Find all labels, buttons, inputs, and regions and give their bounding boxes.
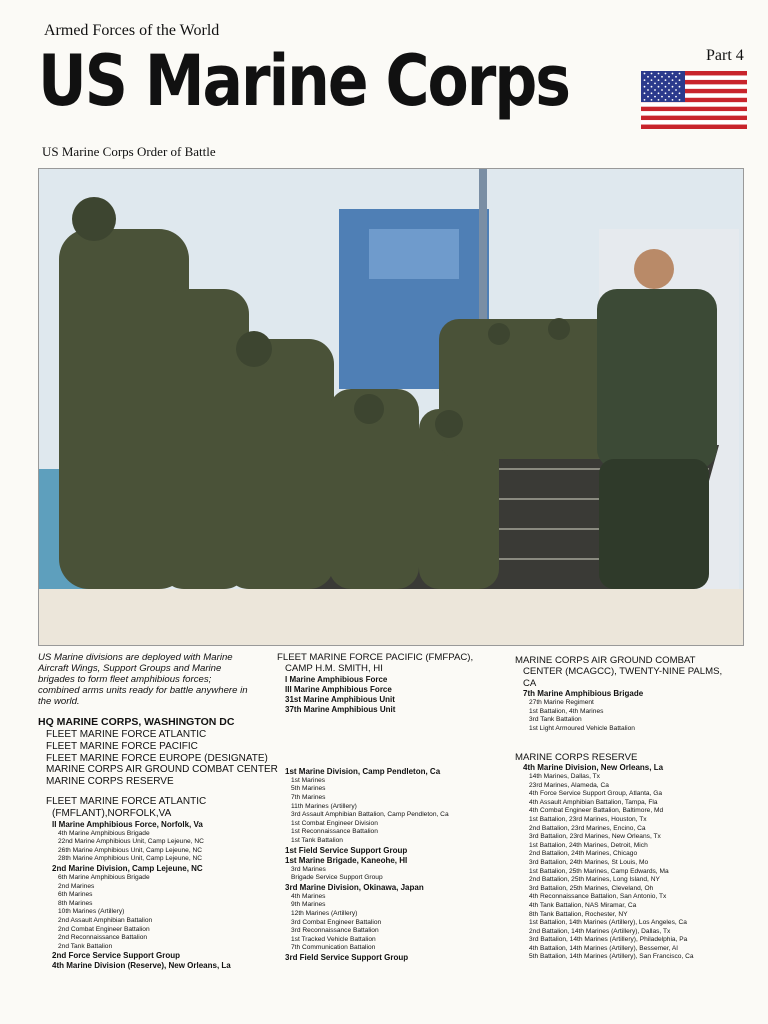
unit-heading: 3rd Marine Division, Okinawa, Japan (285, 882, 424, 892)
caption-line: the world. (38, 696, 80, 707)
unit-item: 2nd Reconnaissance Battalion (58, 934, 148, 942)
unit-item: 2nd Combat Engineer Battalion (58, 925, 150, 933)
unit-item: 1st Battalion, 25th Marines, Camp Edwards, Ma (529, 867, 669, 875)
unit-item: 8th Tank Battalion, Rochester, NY (529, 910, 628, 918)
unit-heading: 1st Marine Brigade, Kaneohe, HI (285, 855, 408, 865)
unit-heading: 2nd Marine Division, Camp Lejeune, NC (52, 863, 203, 873)
force-item: FLEET MARINE FORCE PACIFIC (46, 740, 198, 752)
unit-heading: 37th Marine Amphibious Unit (285, 704, 396, 714)
unit-item: 7th Communication Battalion (291, 944, 376, 952)
marines-landing-photo (38, 168, 744, 646)
unit-heading: 4th Marine Division (Reserve), New Orleans, La (52, 961, 231, 971)
order-of-battle-subtitle: US Marine Corps Order of Battle (42, 144, 216, 159)
unit-heading: I Marine Amphibious Force (285, 674, 388, 684)
unit-item: 1st Battalion, 24th Marines, Detroit, Mich (529, 841, 648, 849)
unit-item: 4th Tank Battalion, NAS Miramar, Ca (529, 901, 637, 909)
unit-item: 28th Marine Amphibious Unit, Camp Lejeune, NC (58, 855, 203, 863)
column-agcc-reserve (515, 655, 755, 962)
unit-item: 1st Battalion, 23rd Marines, Houston, Tx (529, 815, 647, 823)
unit-item: 1st Reconnaissance Battalion (291, 828, 378, 836)
unit-item: 12th Marines (Artillery) (291, 909, 358, 917)
unit-heading: 1st Field Service Support Group (285, 845, 408, 855)
unit-item: 1st Light Armoured Vehicle Battalion (529, 725, 635, 732)
unit-item: 6th Marines (58, 891, 93, 899)
unit-heading: II Marine Amphibious Force, Norfolk, Va (52, 819, 203, 829)
unit-item: 11th Marines (Artillery) (291, 802, 357, 810)
unit-item: 3rd Tank Battalion (529, 716, 582, 724)
unit-item: 4th Marine Amphibious Brigade (58, 829, 150, 837)
unit-item: 26th Marine Amphibious Unit, Camp Lejeune, NC (58, 846, 203, 854)
mcagcc-heading: CENTER (MCAGCC), TWENTY-NINE PALMS, (523, 666, 723, 678)
page-title: US Marine Corps (38, 40, 569, 123)
unit-item: 14th Marines, Dallas, Tx (529, 773, 600, 780)
unit-item: 1st Marines (291, 776, 326, 784)
unit-heading: 31st Marine Amphibious Unit (285, 694, 395, 704)
force-item: MARINE CORPS AIR GROUND COMBAT CENTER (46, 764, 278, 776)
part-label: Part 4 (706, 47, 744, 64)
unit-heading: 1st Marine Division, Camp Pendleton, Ca (285, 766, 441, 776)
photo-caption (38, 652, 258, 707)
unit-heading: III Marine Amphibious Force (285, 684, 392, 694)
mcagcc-heading: MARINE CORPS AIR GROUND COMBAT (515, 655, 696, 666)
mcagcc-heading: CA (523, 677, 537, 689)
unit-item: 9th Marines (291, 901, 326, 909)
unit-heading: 2nd Force Service Support Group (52, 951, 181, 961)
unit-item: 2nd Battalion, 14th Marines (Artillery), Dallas, Tx (529, 927, 671, 935)
fmflant-heading: (FMFLANT),NORFOLK,VA (52, 807, 172, 819)
unit-item: 3rd Battalion, 14th Marines (Artillery), Philadelphia, Pa (529, 936, 688, 944)
unit-heading: 7th Marine Amphibious Brigade (523, 689, 644, 699)
force-item: FLEET MARINE FORCE ATLANTIC (46, 729, 207, 740)
unit-item: 1st Battalion, 4th Marines (529, 707, 604, 715)
unit-item: 3rd Reconnaissance Battalion (291, 927, 379, 935)
unit-item: 23rd Marines, Alameda, Ca (529, 781, 609, 789)
unit-item: 1st Tracked Vehicle Battalion (291, 935, 376, 943)
caption-line: combined arms units ready for battle anywhere in (38, 685, 248, 696)
unit-item: 3rd Marines (291, 865, 326, 873)
unit-item: 2nd Assault Amphibian Battalion (58, 916, 153, 924)
unit-item: 3rd Battalion, 25th Marines, Cleveland, Oh (529, 884, 654, 892)
unit-item: 1st Combat Engineer Division (291, 819, 378, 827)
unit-item: Brigade Service Support Group (291, 874, 383, 882)
unit-item: 4th Assault Amphibian Battalion, Tampa, Fla (529, 798, 658, 806)
unit-item: 2nd Marines (58, 882, 95, 890)
unit-item: 4th Marines (291, 892, 326, 900)
force-item: MARINE CORPS RESERVE (46, 776, 174, 788)
unit-item: 7th Marines (291, 794, 326, 801)
unit-item: 8th Marines (58, 899, 93, 907)
us-flag-icon (641, 71, 747, 129)
unit-item: 2nd Battalion, 25th Marines, Long Island, NY (529, 876, 660, 884)
force-item: FLEET MARINE FORCE EUROPE (DESIGNATE) (46, 752, 268, 764)
unit-item: 2nd Battalion, 24th Marines, Chicago (529, 850, 638, 858)
unit-item: 6th Marine Amphibious Brigade (58, 873, 150, 881)
fmfpac-heading: CAMP H.M. SMITH, HI (285, 663, 383, 675)
unit-item: 3rd Battalion, 24th Marines, St Louis, Mo (529, 858, 649, 866)
unit-item: 4th Force Service Support Group, Atlanta, Ga (529, 790, 663, 798)
unit-heading: 4th Marine Division, New Orleans, La (523, 763, 664, 772)
unit-item: 4th Combat Engineer Battalion, Baltimore, Md (529, 807, 664, 815)
reserve-heading: MARINE CORPS RESERVE (515, 751, 638, 763)
caption-line: Aircraft Wings, Support Groups and Marine (38, 663, 222, 674)
unit-item: 1st Tank Battalion (291, 836, 343, 844)
unit-item: 2nd Battalion, 23rd Marines, Encino, Ca (529, 824, 646, 832)
unit-item: 10th Marines (Artillery) (58, 908, 125, 916)
caption-line: US Marine divisions are deployed with Marine (38, 652, 233, 663)
column-pacific (277, 652, 513, 963)
fmflant-heading: FLEET MARINE FORCE ATLANTIC (46, 795, 207, 807)
fmfpac-heading: FLEET MARINE FORCE PACIFIC (FMFPAC), (277, 652, 474, 663)
caption-line: brigades to form fleet amphibious forces; (38, 674, 212, 685)
unit-item: 3rd Assault Amphibian Battalion, Camp Pendleton, Ca (291, 811, 449, 819)
unit-item: 22nd Marine Amphibious Unit, Camp Lejeune, NC (58, 838, 204, 846)
unit-item: 5th Marines (291, 785, 326, 793)
series-title: Armed Forces of the World (44, 22, 220, 39)
column-hq-atlantic (38, 716, 276, 971)
unit-item: 3rd Combat Engineer Battalion (291, 918, 382, 926)
hq-heading: HQ MARINE CORPS, WASHINGTON DC (38, 716, 235, 728)
unit-item: 3rd Battalion, 23rd Marines, New Orleans, Tx (529, 833, 661, 841)
unit-heading: 3rd Field Service Support Group (285, 952, 409, 962)
unit-item: 4th Battalion, 14th Marines (Artillery), Bessemer, Al (529, 944, 678, 952)
unit-item: 1st Battalion, 14th Marines (Artillery), Los Angeles, Ca (529, 919, 687, 927)
unit-item: 5th Battalion, 14th Marines (Artillery), San Francisco, Ca (529, 953, 694, 961)
unit-item: 2nd Tank Battalion (58, 942, 113, 950)
unit-item: 27th Marine Regiment (529, 699, 594, 707)
unit-item: 4th Reconnaissance Battalion, San Antonio, Tx (529, 893, 667, 901)
